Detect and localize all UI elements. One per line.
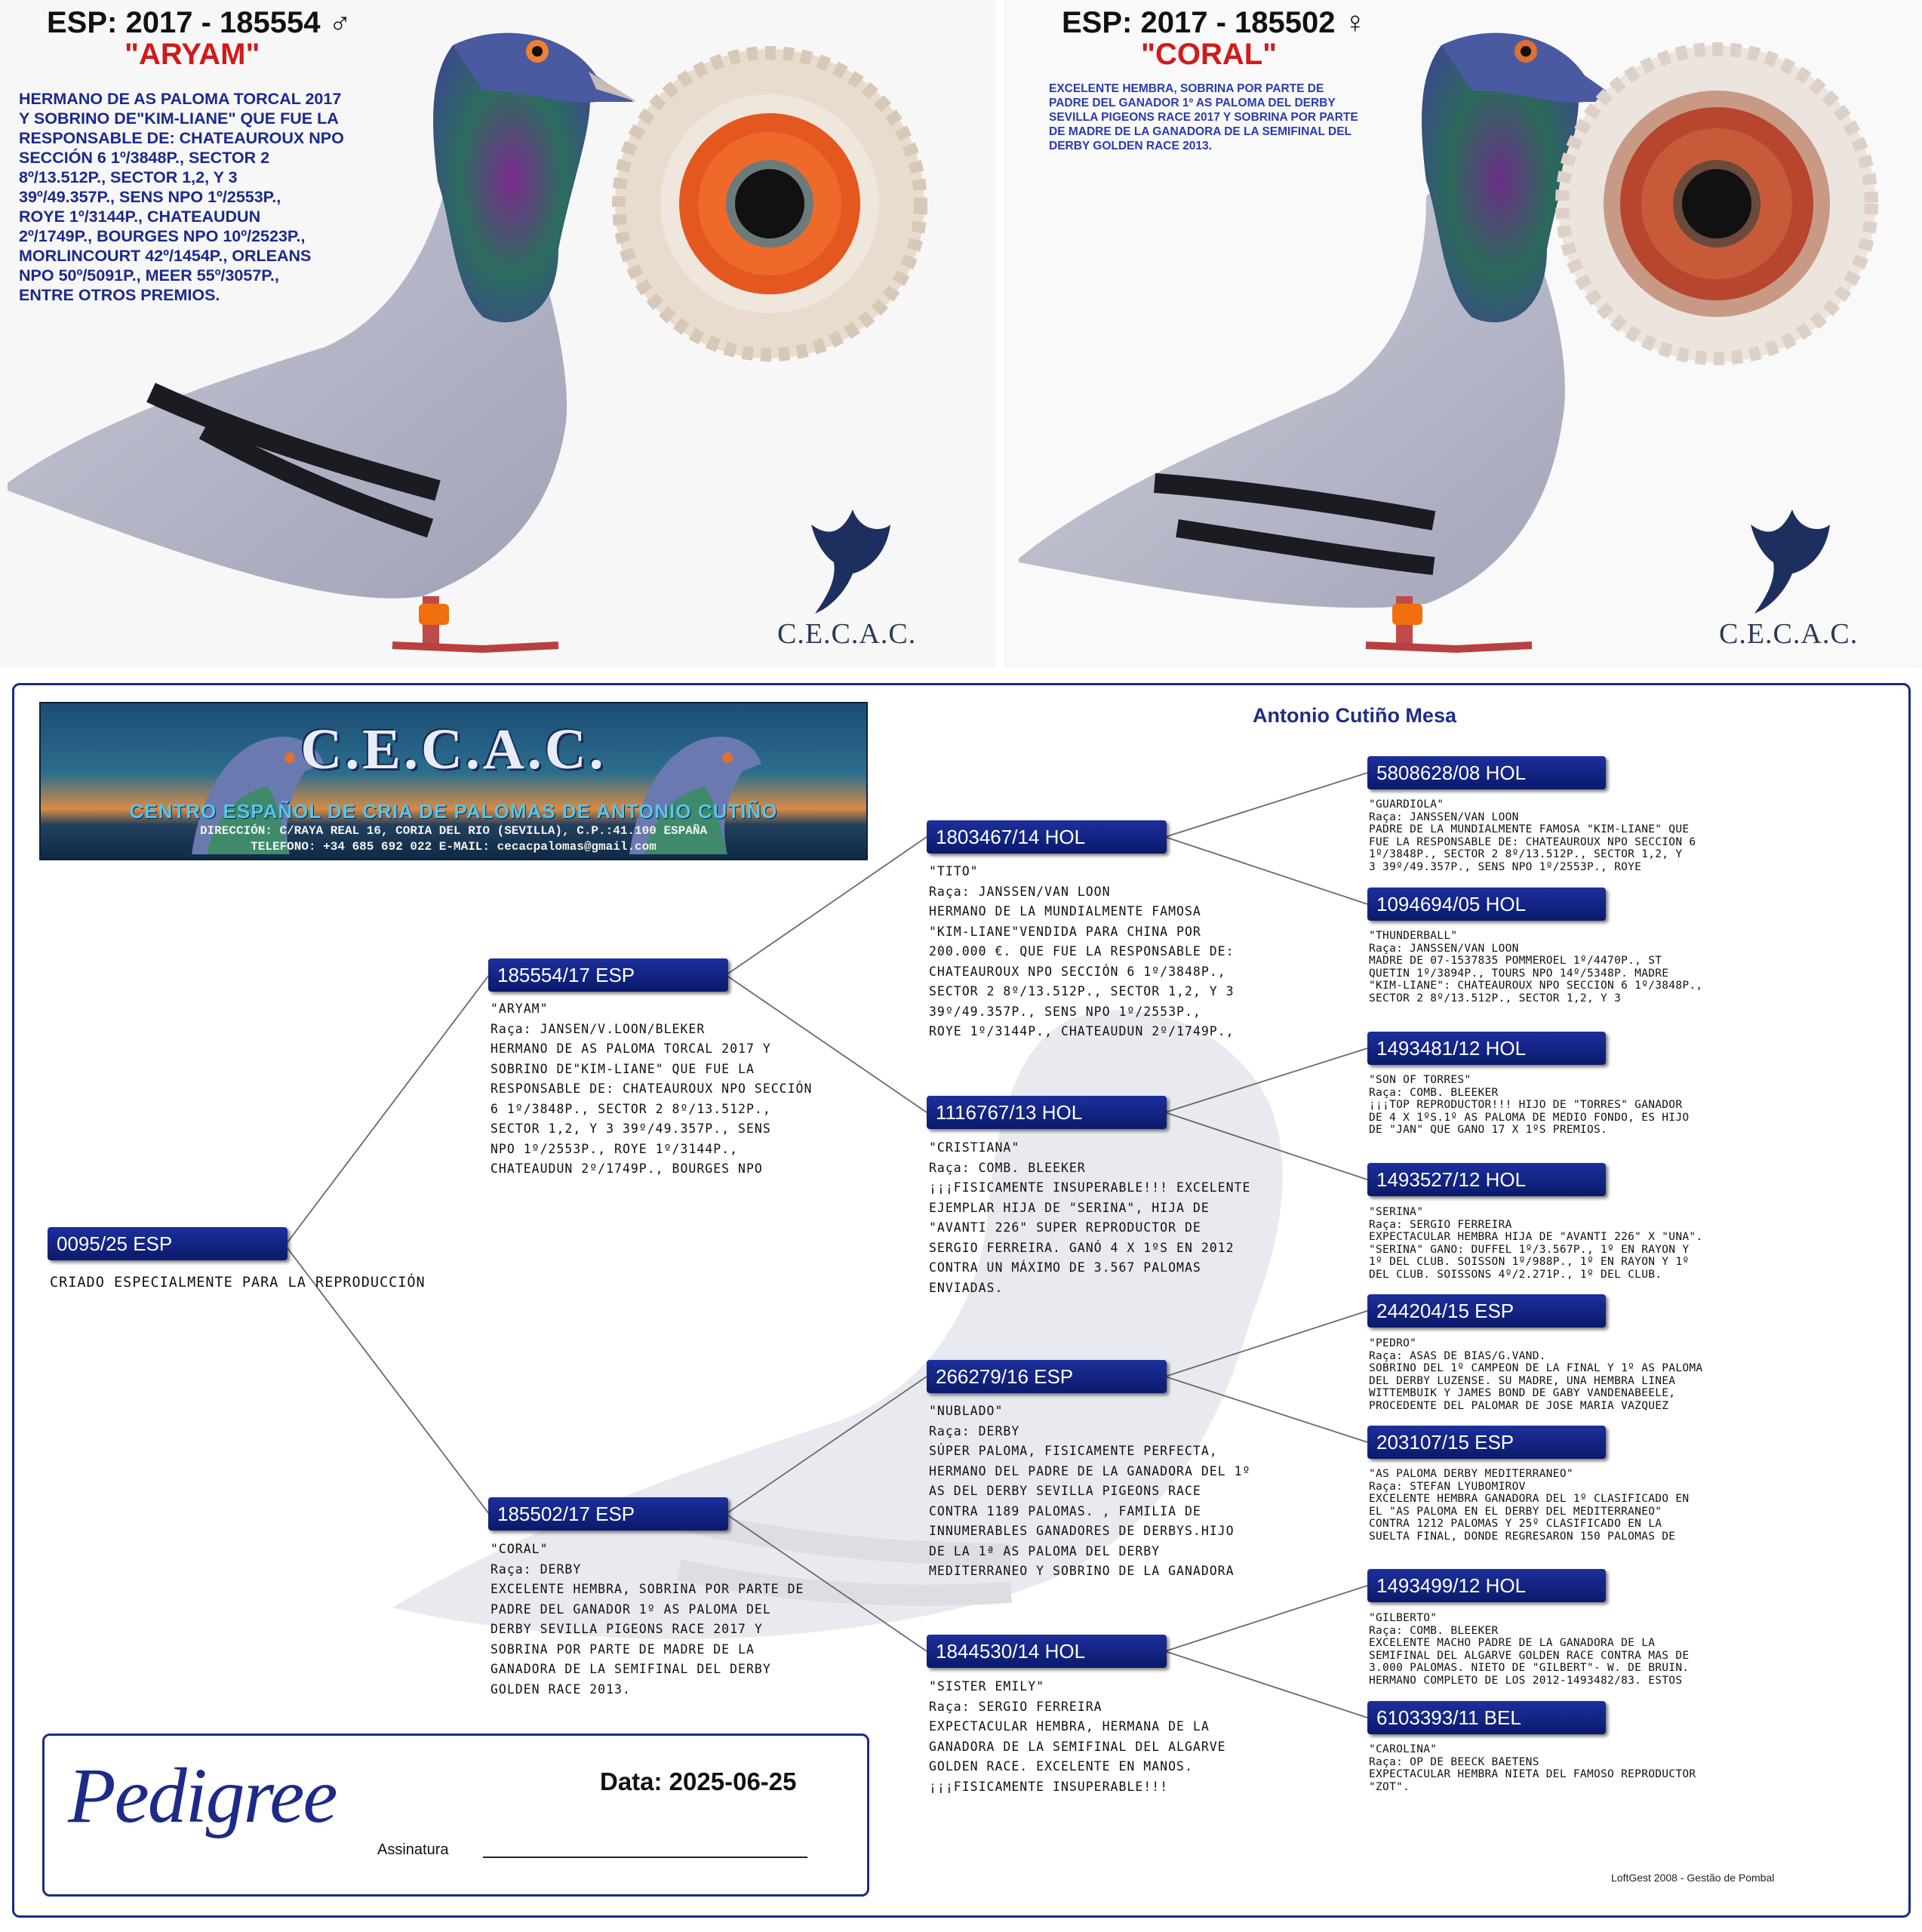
banner-address: DIRECCIÓN: C/RAYA REAL 16, CORIA DEL RIO (SEVILLA), C.P.:41.100 ESPAÑA [199, 824, 708, 838]
ring-box-sdd: 1493527/12 HOL [1367, 1163, 1606, 1196]
name-coral: "CORAL" [1141, 38, 1278, 71]
node-info-dam-sire: "NUBLADO" Raça: DERBY SÚPER PALOMA, FISICAMENTE PERFECTA, HERMANO DEL PADRE DE LA GANADORA DEL 1º AS DEL DERBY SEVILLA PIGEONS RACE CONTRA 1189 PALOMAS. , FAMILIA DE INNUMERABLES GANADORES DE DERBYS.HIJO DE LA 1ª AS PALOMA DEL DERBY MEDITERRANEO Y SOBRINO DE LA GANADORA [929, 1404, 1251, 1578]
ring-box-sire: 185554/17 ESP [488, 958, 728, 992]
node-info-ssd: "THUNDERBALL" Raça: JANSSEN/VAN LOON MADRE DE 07-1537835 POMMEROEL 1º/4470P., ST QUETIN 1º/3894P., TOURS NPO 14º/5348P. MADRE "KIM-LIANE": CHATEAUROUX NPO SECCIÓN 6 1º/3848P., SECTOR 2 8º/13.512P., SECTOR 1,2, Y 3 [1369, 930, 1703, 1004]
node-info-sire-sire: "TITO" Raça: JANSSEN/VAN LOON HERMANO DE LA MUNDIALMENTE FAMOSA "KIM-LIANE"VENDIDA PARA CHINA POR 200.000 €. QUE FUE LA RESPONSABLE DE: CHATEAUROUX NPO SECCIÓN 6 1º/3848P., SECTOR 2 8º/13.512P., SECTOR 1,2, Y 3 39º/49.357P., SENS NPO 1º/2553P., ROYE 1º/3144P., CHATEAUDUN 2º/1749P., [929, 864, 1235, 1038]
ring-box-dam: 185502/17 ESP [488, 1497, 728, 1531]
cecac-banner [39, 702, 868, 860]
ring-box-dsd: 203107/15 ESP [1367, 1426, 1606, 1459]
name-aryam: "ARYAM" [125, 38, 260, 71]
ring-box-dam-dam: 1844530/14 HOL [927, 1635, 1167, 1668]
node-info-subject: CRIADO ESPECIALMENTE PARA LA REPRODUCCIÓN [50, 1275, 426, 1291]
node-info-dds: "GILBERTO" Raça: COMB. BLEEKER EXCELENTE MACHO PADRE DE LA GANADORA DE LA SEMIFINAL DEL ALGARVE GOLDEN RACE CONTRA MAS DE 3.000 PALOMAS. NIETO DE "GILBERT"- W. DE BRUIN. HERMANO COMPLETO DE LOS 2012-1493482/83. ESTOS [1369, 1612, 1690, 1687]
ring-box-dam-sire: 266279/16 ESP [927, 1360, 1167, 1393]
ring-box-dss: 244204/15 ESP [1367, 1294, 1606, 1327]
banner-subtitle: CENTRO ESPAÑOL DE CRIA DE PALOMAS DE ANTONIO CUTIÑO [129, 800, 778, 823]
node-info-dsd: "AS PALOMA DERBY MEDITERRANEO" Raça: STEFAN LYUBOMIROV EXCELENTE HEMBRA GANADORA DEL 1º CLASIFICADO EN EL "AS PALOMA EN EL DERBY DEL MEDITERRANEO" CONTRA 1212 PALOMAS Y 25º CLASIFICADO EN LA SUELTA FINAL, DONDE REGRESARON 150 PALOMAS DE [1369, 1468, 1690, 1543]
software-credit: LoftGest 2008 - Gestão de Pombal [1611, 1872, 1775, 1884]
ring-box-dds: 1493499/12 HOL [1367, 1569, 1606, 1602]
banner-title: C.E.C.A.C. [300, 718, 607, 781]
node-info-sdd: "SERINA" Raça: SERGIO FERREIRA EXPECTACULAR HEMBRA HIJA DE "AVANTI 226" X "UNA". "SERINA" GANO: DUFFEL 1º/3.567P., 1º EN RAYON Y 1º DEL CLUB. SOISSON 1º/988P., 1º EN RAYON Y 1º DEL CLUB. SOISSONS 4º/2.271P., 1º DEL CLUB. [1369, 1206, 1703, 1281]
node-info-ddd: "CAROLINA" Raça: OP DE BEECK BAETENS EXPECTACULAR HEMBRA NIETA DEL FAMOSO REPRODUCTOR "ZOT". [1369, 1743, 1696, 1793]
node-info-sire-dam: "CRISTIANA" Raça: COMB. BLEEKER ¡¡¡FISICAMENTE INSUPERABLE!!! EXCELENTE EJEMPLAR HIJA DE "SERINA", HIJA DE "AVANTI 226" SUPER REPRODUCTOR DE SERGIO FERREIRA. GANÓ 4 X 1ºS EN 2012 CONTRA UN MÁXIMO DE 3.567 PALOMAS ENVIADAS. [929, 1140, 1251, 1295]
node-info-dss: "PEDRO" Raça: ASAS DE BIAS/G.VAND. SOBRINO DEL 1º CAMPEON DE LA FINAL Y 1º AS PALOMA DEL DERBY LUZENSE. SU MADRE, UNA HEMBRA LINEA WITTEMBUIK Y JAMES BOND DE GABY VANDENABEELE, PROCEDENTE DEL PALOMAR DE JOSE MARIA VAZQUEZ [1369, 1337, 1703, 1412]
cecac-wordmark: C.E.C.A.C. [777, 618, 917, 650]
owner-name: Antonio Cutiño Mesa [1253, 704, 1456, 727]
ring-box-sire-sire: 1803467/14 HOL [927, 820, 1167, 854]
ring-box-ddd: 6103393/11 BEL [1367, 1701, 1606, 1734]
pedigree-logo: Pedigree [68, 1752, 337, 1839]
ring-box-sds: 1493481/12 HOL [1367, 1032, 1606, 1065]
node-info-sds: "SON OF TORRES" Raça: COMB. BLEEKER ¡¡¡TOP REPRODUCTOR!!! HIJO DE "TORRES" GANADOR DE 4 X 1ºS.1º AS PALOMA DE MEDIO FONDO, ES HIJO DE "JAN" QUE GANO 17 X 1ºS PREMIOS. [1369, 1074, 1690, 1137]
banner-contact: TELEFONO: +34 685 692 022 E-MAIL: cecacpalomas@gmail.com [251, 840, 657, 854]
description-coral: EXCELENTE HEMBRA, SOBRINA POR PARTE DE PADRE DEL GANADOR 1º AS PALOMA DEL DERBY SEVILLA PIGEONS RACE 2017 Y SOBRINA POR PARTE DE MADRE DE LA GANADORA DE LA SEMIFINAL DEL DERBY GOLDEN RACE 2013. [1049, 82, 1358, 152]
print-date: Data: 2025-06-25 [600, 1767, 797, 1795]
signature-line[interactable] [483, 1857, 807, 1858]
node-info-sire: "ARYAM" Raça: JANSEN/V.LOON/BLEKER HERMANO DE AS PALOMA TORCAL 2017 Y SOBRINO DE"KIM-LIANE" QUE FUE LA RESPONSABLE DE: CHATEAUROUX NPO SECCIÓN 6 1º/3848P., SECTOR 2 8º/13.512P., SECTOR 1,2, Y 3 39º/49.357P., SENS NPO 1º/2553P., ROYE 1º/3144P., CHATEAUDUN 2º/1749P., BOURGES NPO [490, 1001, 813, 1176]
node-info-sss: "GUARDIOLA" Raça: JANSSEN/VAN LOON PADRE DE LA MUNDIALMENTE FAMOSA "KIM-LIANE" QUE FUE LA RESPONSABLE DE: CHATEAUROUX NPO SECCIÓN 6 1º/3848P., SECTOR 2 8º/13.512P., SECTOR 1,2, Y 3 39º/49.357P., SENS NPO 1º/2553P., ROYE [1369, 798, 1696, 873]
description-aryam: HERMANO DE AS PALOMA TORCAL 2017 Y SOBRINO DE"KIM-LIANE" QUE FUE LA RESPONSABLE DE: CHATEAUROUX NPO SECCIÓN 6 1º/3848P., SECTOR 2 8º/13.512P., SECTOR 1,2, Y 3 39º/49.357P., SENS NPO 1º/2553P., ROYE 1º/3144P., CHATEAUDUN 2º/1749P., BOURGES NPO 10º/2523P., MORLINCOURT 42º/1454P., ORLEANS NPO 50º/5091P., MEER 55º/3057P., ENTRE OTROS PREMIOS. [19, 90, 344, 304]
signature-label: Assinatura [377, 1841, 449, 1858]
ring-box-sire-dam: 1116767/13 HOL [927, 1096, 1167, 1129]
title-aryam: ESP: 2017 - 185554 ♂ [47, 6, 352, 39]
node-info-dam-dam: "SISTER EMILY" Raça: SERGIO FERREIRA EXPECTACULAR HEMBRA, HERMANA DE LA GANADORA DE LA SEMIFINAL DEL ALGARVE GOLDEN RACE. EXCELENTE EN MANOS. ¡¡¡FISICAMENTE INSUPERABLE!!! [929, 1679, 1226, 1794]
ring-box-ssd: 1094694/05 HOL [1367, 888, 1606, 921]
cecac-wordmark: C.E.C.A.C. [1719, 618, 1859, 650]
ring-box-subject: 0095/25 ESP [48, 1227, 288, 1260]
title-coral: ESP: 2017 - 185502 ♀ [1062, 6, 1367, 39]
ring-box-sss: 5808628/08 HOL [1367, 756, 1606, 789]
node-info-dam: "CORAL" Raça: DERBY EXCELENTE HEMBRA, SOBRINA POR PARTE DE PADRE DEL GANADOR 1º AS PALOMA DEL DERBY SEVILLA PIGEONS RACE 2017 Y SOBRINA POR PARTE DE MADRE DE LA GANADORA DE LA SEMIFINAL DEL DERBY GOLDEN RACE 2013. [490, 1542, 804, 1697]
